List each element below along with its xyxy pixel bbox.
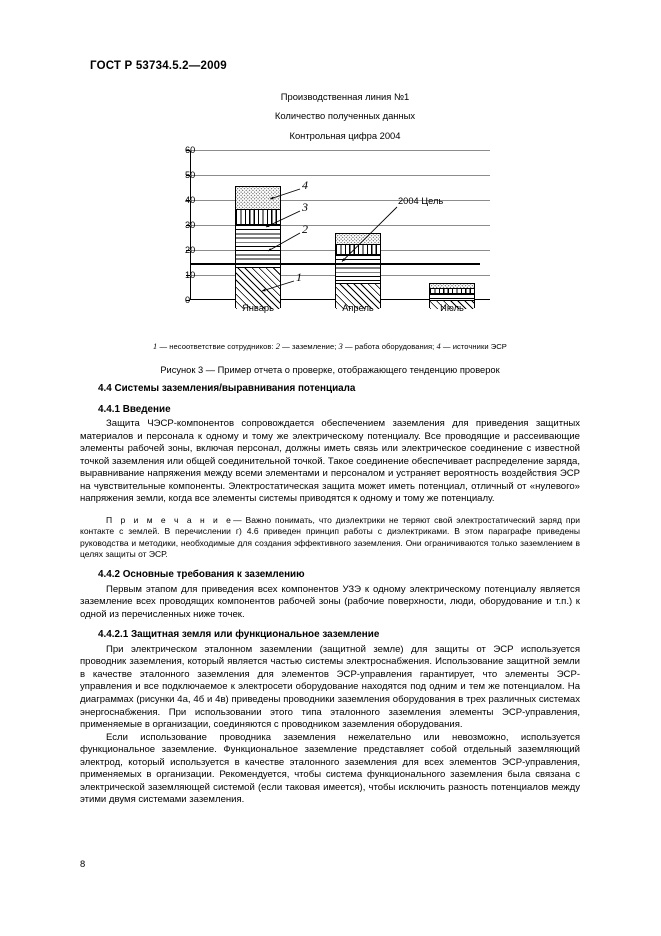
heading-4-4-2-1: 4.4.2.1 Защитная земля или функциональное заземление [98,629,380,641]
heading-4-4-1: 4.4.1 Введение [98,403,171,415]
figure-caption: Рисунок 3 — Пример отчета о проверке, отображающего тенденцию проверок [160,365,500,376]
figure-legend-number: 3 [338,342,343,352]
heading-4-4: 4.4 Системы заземления/выравнивания потенциала [98,383,356,394]
note-paragraph [80,515,580,561]
figure-legend-text: — работа оборудования; [342,342,437,352]
chart-callout-1: 1 [296,270,302,285]
paragraph-4-4-2-1-a: При электрическом эталонном заземлении (защитной земле) для защиты от ЭСР используется проводник заземления, который является частью системы электроснабжения. Использование защитной земли в качестве эталонного заземления для элементов ЭСР-управления гарантирует, что элементы ЭСР-управления и все подключаемое к электросети оборудование находятся под одним и тем же потенциалом. На диаграммах (рисунки 4а, 4б и 4в) приведены проводники заземления оборудования в трех различных системах энергоснабжения. При использовании этого типа эталонного заземления элементы ЭСР-управления, применяемые в организации, соединяются с проводником заземления оборудования. [80,643,580,731]
chart-title-line-3: Контрольная цифра 2004 [289,129,401,141]
chart-bar-segment [336,244,380,254]
chart-y-tick-label: 40 [185,195,196,206]
chart-bar-segment [430,293,474,301]
chart-y-tick-mark [186,175,190,176]
chart-y-tick-mark [186,150,190,151]
chart-gridline [190,175,490,176]
chart-gridline [190,150,490,151]
chart-bar-segment [236,224,280,267]
chart-y-tick-label: 30 [185,220,196,231]
stacked-bar-chart [185,145,490,314]
heading-4-4-2: 4.4.2 Основные требования к заземлению [98,569,305,581]
chart-title-group [110,92,580,140]
chart-title-line-2: Количество полученных данных [274,110,416,122]
chart-bar-segment [336,254,380,283]
chart-bar-segment [236,187,280,210]
figure-legend-number: 1 [153,342,158,352]
paragraph-4-4-2: Первым этапом для приведения всех компонентов УЗЭ к одному электрическому потенциалу является заземление всех проводящих компонентов рабочей зоны (рабочие поверхности, люди, оборудование и т.п.) к одной из перечисленных ниже точек. [80,583,580,620]
figure-legend [80,342,580,351]
chart-bar [235,186,281,309]
chart-y-tick-mark [186,250,190,251]
figure-legend-text: — заземление; [280,342,339,352]
chart-y-tick-label: 20 [185,245,196,256]
figure-legend-number: 2 [275,342,281,352]
chart-bar-segment [236,209,280,224]
page-number: 8 [80,858,86,869]
chart-y-tick-mark [186,275,190,276]
chart-x-tick-label: Январь [242,303,274,314]
note-body: — Важно понимать, что диэлектрики не теряют свой электростатический заряд при контакте с землей. В перечислении г) 4.6 приведен принцип работы с диэлектриками. В этом параграфе приведены руководства и методики, необходимые для создания эффективного заземления. Они ограничиваются только заземлением в целях защиты от ЭСР. [80,514,580,560]
chart-y-tick-label: 0 [185,295,191,306]
chart-callout-2: 2 [302,222,308,237]
chart-y-tick-mark [186,225,190,226]
figure-3 [80,92,580,375]
chart-callout-3: 3 [302,200,308,215]
chart-y-tick-label: 10 [185,270,196,281]
figure-legend-text: — источники ЭСР [440,342,507,352]
chart-callout-4: 4 [302,178,308,193]
chart-x-tick-label: Апрель [342,303,374,314]
body-text [80,383,580,807]
chart-y-tick-mark [186,300,190,301]
figure-legend-number: 4 [436,342,441,352]
paragraph-4-4-1: Защита ЧЭСР-компонентов сопровождается обеспечением заземления для приведения защитных материалов и персонала к одному и тому же электрическому потенциалу. Все проводящие и рассеивающие элементы рабочей зоны, включая персонал, должны иметь связь или электрическое соединение с известной точкой заземления или общей соединительной точкой. Такое соединение обеспечивает распределение заряда, выравнивание напряжения между всеми элементами и персоналом и устраняет вероятность воздействия ЭСР на чувствительные компоненты. Электростатическая защита может иметь потенциал, отличный от «нулевого» напряжения земли, когда все элементы системы приводятся к одному и тому же потенциалу. [80,418,580,505]
chart-target-label: 2004 Цель [398,196,444,207]
note-label: П р и м е ч а н и е [106,514,234,525]
chart-y-tick-label: 50 [185,170,196,181]
chart-bar [335,233,381,308]
chart-title-line-1: Производственная линия №1 [280,91,410,102]
figure-legend-text: — несоответствие сотрудников: [157,342,276,352]
chart-target-line [190,263,480,265]
chart-x-tick-label: Июль [440,303,464,314]
paragraph-4-4-2-1-b: Если использование проводника заземления нежелательно или невозможно, используется функциональное заземление. Функциональное заземление представляет собой отдельный заземляющий электрод, который используется в качестве эталонного заземления для всех элементов ЭСР-управления, применяемых в организации. Рекомендуется, чтобы система функционального заземления была связана с электрической заземляющей системой (если таковая имеется), чтобы исключить разность потенциалов между этими двумя системами заземления. [80,731,580,806]
chart-y-tick-label: 60 [185,145,196,156]
chart-bar-segment [336,234,380,244]
document-header: ГОСТ Р 53734.5.2—2009 [90,60,227,72]
chart-y-tick-mark [186,200,190,201]
